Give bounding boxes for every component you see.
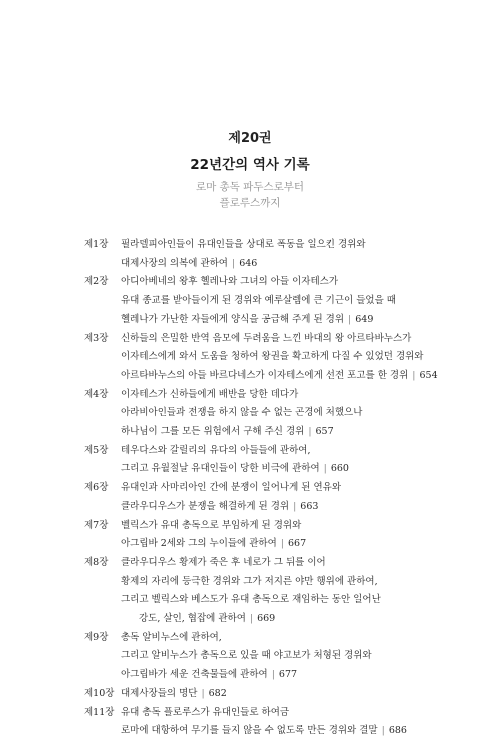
chapter-title-line	[121, 442, 484, 461]
page-number: 646	[239, 257, 258, 269]
chapter-number: 제4장	[84, 388, 109, 400]
chapter-title-line	[121, 535, 484, 554]
book-title: 22년간의 역사 기록	[190, 157, 310, 173]
chapter-title-text: 로마에 대항하여 무기를 들지 않을 수 없도록 만든 경위와 결말	[121, 725, 378, 737]
chapter-title-text: 유대 총독 플로루스가 유대인들로 하여금	[121, 706, 290, 718]
toc-entry	[84, 685, 484, 704]
chapter-title-line	[121, 255, 484, 274]
chapter-title-line	[121, 591, 484, 610]
chapter-title-line	[121, 330, 484, 349]
chapter-title-text: 헬레나가 가난한 자들에게 양식을 공급해 주게 된 경위	[121, 313, 345, 325]
page-separator: |	[308, 426, 312, 438]
chapter-title-line	[121, 685, 484, 704]
chapter-title-line	[121, 292, 484, 311]
chapter-number: 제3장	[84, 332, 109, 344]
chapter-title-text: 총독 알비누스에 관하여,	[121, 631, 222, 643]
page-number: 686	[388, 725, 407, 737]
page-number: 649	[355, 313, 374, 325]
page-number: 682	[208, 687, 227, 699]
chapter-number: 제9장	[84, 631, 109, 643]
toc-entry	[84, 704, 484, 741]
toc-entry	[84, 236, 484, 273]
chapter-title-line	[121, 517, 484, 536]
chapter-title-text: 그리고 알비누스가 총독으로 있을 때 야고보가 처형된 경위와	[121, 650, 372, 662]
toc-entry	[84, 517, 484, 554]
chapter-number: 제6장	[84, 482, 109, 494]
subtitle-line-1: 로마 총독 파두스로부터	[195, 181, 305, 193]
chapter-title-line	[121, 704, 484, 723]
chapter-number: 제11장	[84, 706, 115, 718]
page-separator: |	[381, 725, 385, 737]
toc-entry	[84, 442, 484, 479]
page-number: 654	[419, 369, 438, 381]
chapter-title-line	[121, 460, 484, 479]
chapter-number: 제1장	[84, 239, 109, 250]
page-separator: |	[280, 538, 284, 550]
chapter-number: 제7장	[84, 519, 109, 531]
page-separator: |	[293, 500, 297, 512]
chapter-number: 제8장	[84, 556, 109, 568]
chapter-title-line	[121, 610, 484, 629]
chapter-title-text: 유대인과 사마리아인 간에 분쟁이 일어나게 된 연유와	[121, 482, 342, 494]
chapter-title-line	[121, 722, 484, 741]
chapter-title-text: 아르타바누스의 아들 바르다네스가 이자테스에게 선전 포고를 한 경위	[121, 369, 409, 381]
chapter-title-line	[121, 348, 484, 367]
chapter-title-text: 아디아베네의 왕후 헬레나와 그녀의 아들 이자테스가	[121, 276, 338, 288]
page-separator: |	[348, 313, 352, 325]
chapter-title-line	[121, 666, 484, 685]
chapter-title-line	[121, 273, 484, 292]
chapter-number: 제10장	[84, 687, 115, 699]
page-number: 663	[300, 500, 319, 512]
toc-entry	[84, 273, 484, 329]
chapter-title-text: 필라델피아인들이 유대인들을 상대로 폭동을 일으킨 경위와	[121, 239, 366, 250]
chapter-title-text: 대제사장의 의복에 관하여	[121, 257, 228, 269]
chapter-title-text: 유대 종교를 받아들이게 된 경위와 예루살렘에 큰 기근이 들었을 때	[121, 295, 396, 307]
chapter-title-line	[121, 647, 484, 666]
chapter-title-text: 황제의 자리에 등극한 경위와 그가 저지른 야만 행위에 관하여,	[121, 575, 378, 587]
chapter-title-text: 클라우디우스 황제가 죽은 후 네로가 그 뒤를 이어	[121, 556, 326, 568]
chapter-title-line	[121, 573, 484, 592]
chapter-title-line	[121, 423, 484, 442]
toc-entry	[84, 629, 484, 685]
chapter-title-text: 벨릭스가 유대 총독으로 부임하게 된 경위와	[121, 519, 302, 531]
page-number: 669	[257, 613, 276, 625]
chapter-title-text: 이자테스에게 와서 도움을 청하여 왕권을 확고하게 다질 수 있었던 경위와	[121, 351, 424, 363]
chapter-title-text: 대제사장들의 명단	[121, 687, 198, 699]
chapter-title-line	[121, 498, 484, 517]
chapter-title-text: 그리고 벨릭스와 베스도가 유대 총독으로 재임하는 동안 일어난	[121, 594, 381, 606]
chapter-title-line	[121, 236, 484, 255]
chapter-title-line	[121, 554, 484, 573]
chapter-title-text: 아라비아인들과 전쟁을 하지 않을 수 없는 곤경에 처했으나	[121, 407, 363, 419]
page-number: 667	[287, 538, 307, 550]
page-separator: |	[232, 257, 236, 269]
chapter-title-text: 강도, 살인, 협잡에 관하여	[139, 613, 246, 625]
chapter-title-line	[121, 367, 484, 386]
page-separator: |	[323, 463, 327, 475]
toc-entry	[84, 554, 484, 629]
subtitle-line-2: 플로루스까지	[219, 197, 281, 209]
toc-entry	[84, 330, 484, 386]
chapter-title-line	[121, 386, 484, 405]
page-number: 677	[278, 669, 298, 681]
page-number: 660	[330, 463, 349, 475]
chapter-title-line	[121, 479, 484, 498]
chapter-title-text: 아그립바 2세와 그의 누이들에 관하여	[121, 538, 277, 550]
chapter-title-line	[121, 629, 484, 648]
chapter-title-text: 클라우디우스가 분쟁을 해결하게 된 경위	[121, 500, 290, 512]
chapter-title-text: 아그립바가 세운 건축물들에 관하여	[121, 669, 268, 681]
book-number: 제20권	[228, 131, 272, 146]
page-separator: |	[271, 669, 275, 681]
page-separator: |	[412, 369, 416, 381]
chapter-title-text: 이자테스가 신하들에게 배반을 당한 데다가	[121, 388, 299, 400]
chapter-title-line	[121, 404, 484, 423]
toc-entry	[84, 479, 484, 516]
chapter-title-text: 하나님이 그를 모든 위험에서 구해 주신 경위	[121, 426, 305, 438]
chapter-title-text: 테우다스와 갈릴리의 유다의 아들들에 관하여,	[121, 444, 311, 456]
page-number: 657	[315, 426, 334, 438]
chapter-number: 제2장	[84, 276, 109, 288]
page-separator: |	[249, 613, 254, 625]
chapter-number: 제5장	[84, 444, 109, 456]
chapter-title-text: 신하들의 은밀한 반역 음모에 두려움을 느낀 바대의 왕 아르타바누스가	[121, 332, 412, 344]
table-of-contents	[84, 236, 484, 741]
chapter-title-text: 그리고 유월절날 유대인들이 당한 비극에 관하여	[121, 463, 320, 475]
page-separator: |	[201, 687, 205, 699]
toc-entry	[84, 386, 484, 442]
chapter-title-line	[121, 311, 484, 330]
